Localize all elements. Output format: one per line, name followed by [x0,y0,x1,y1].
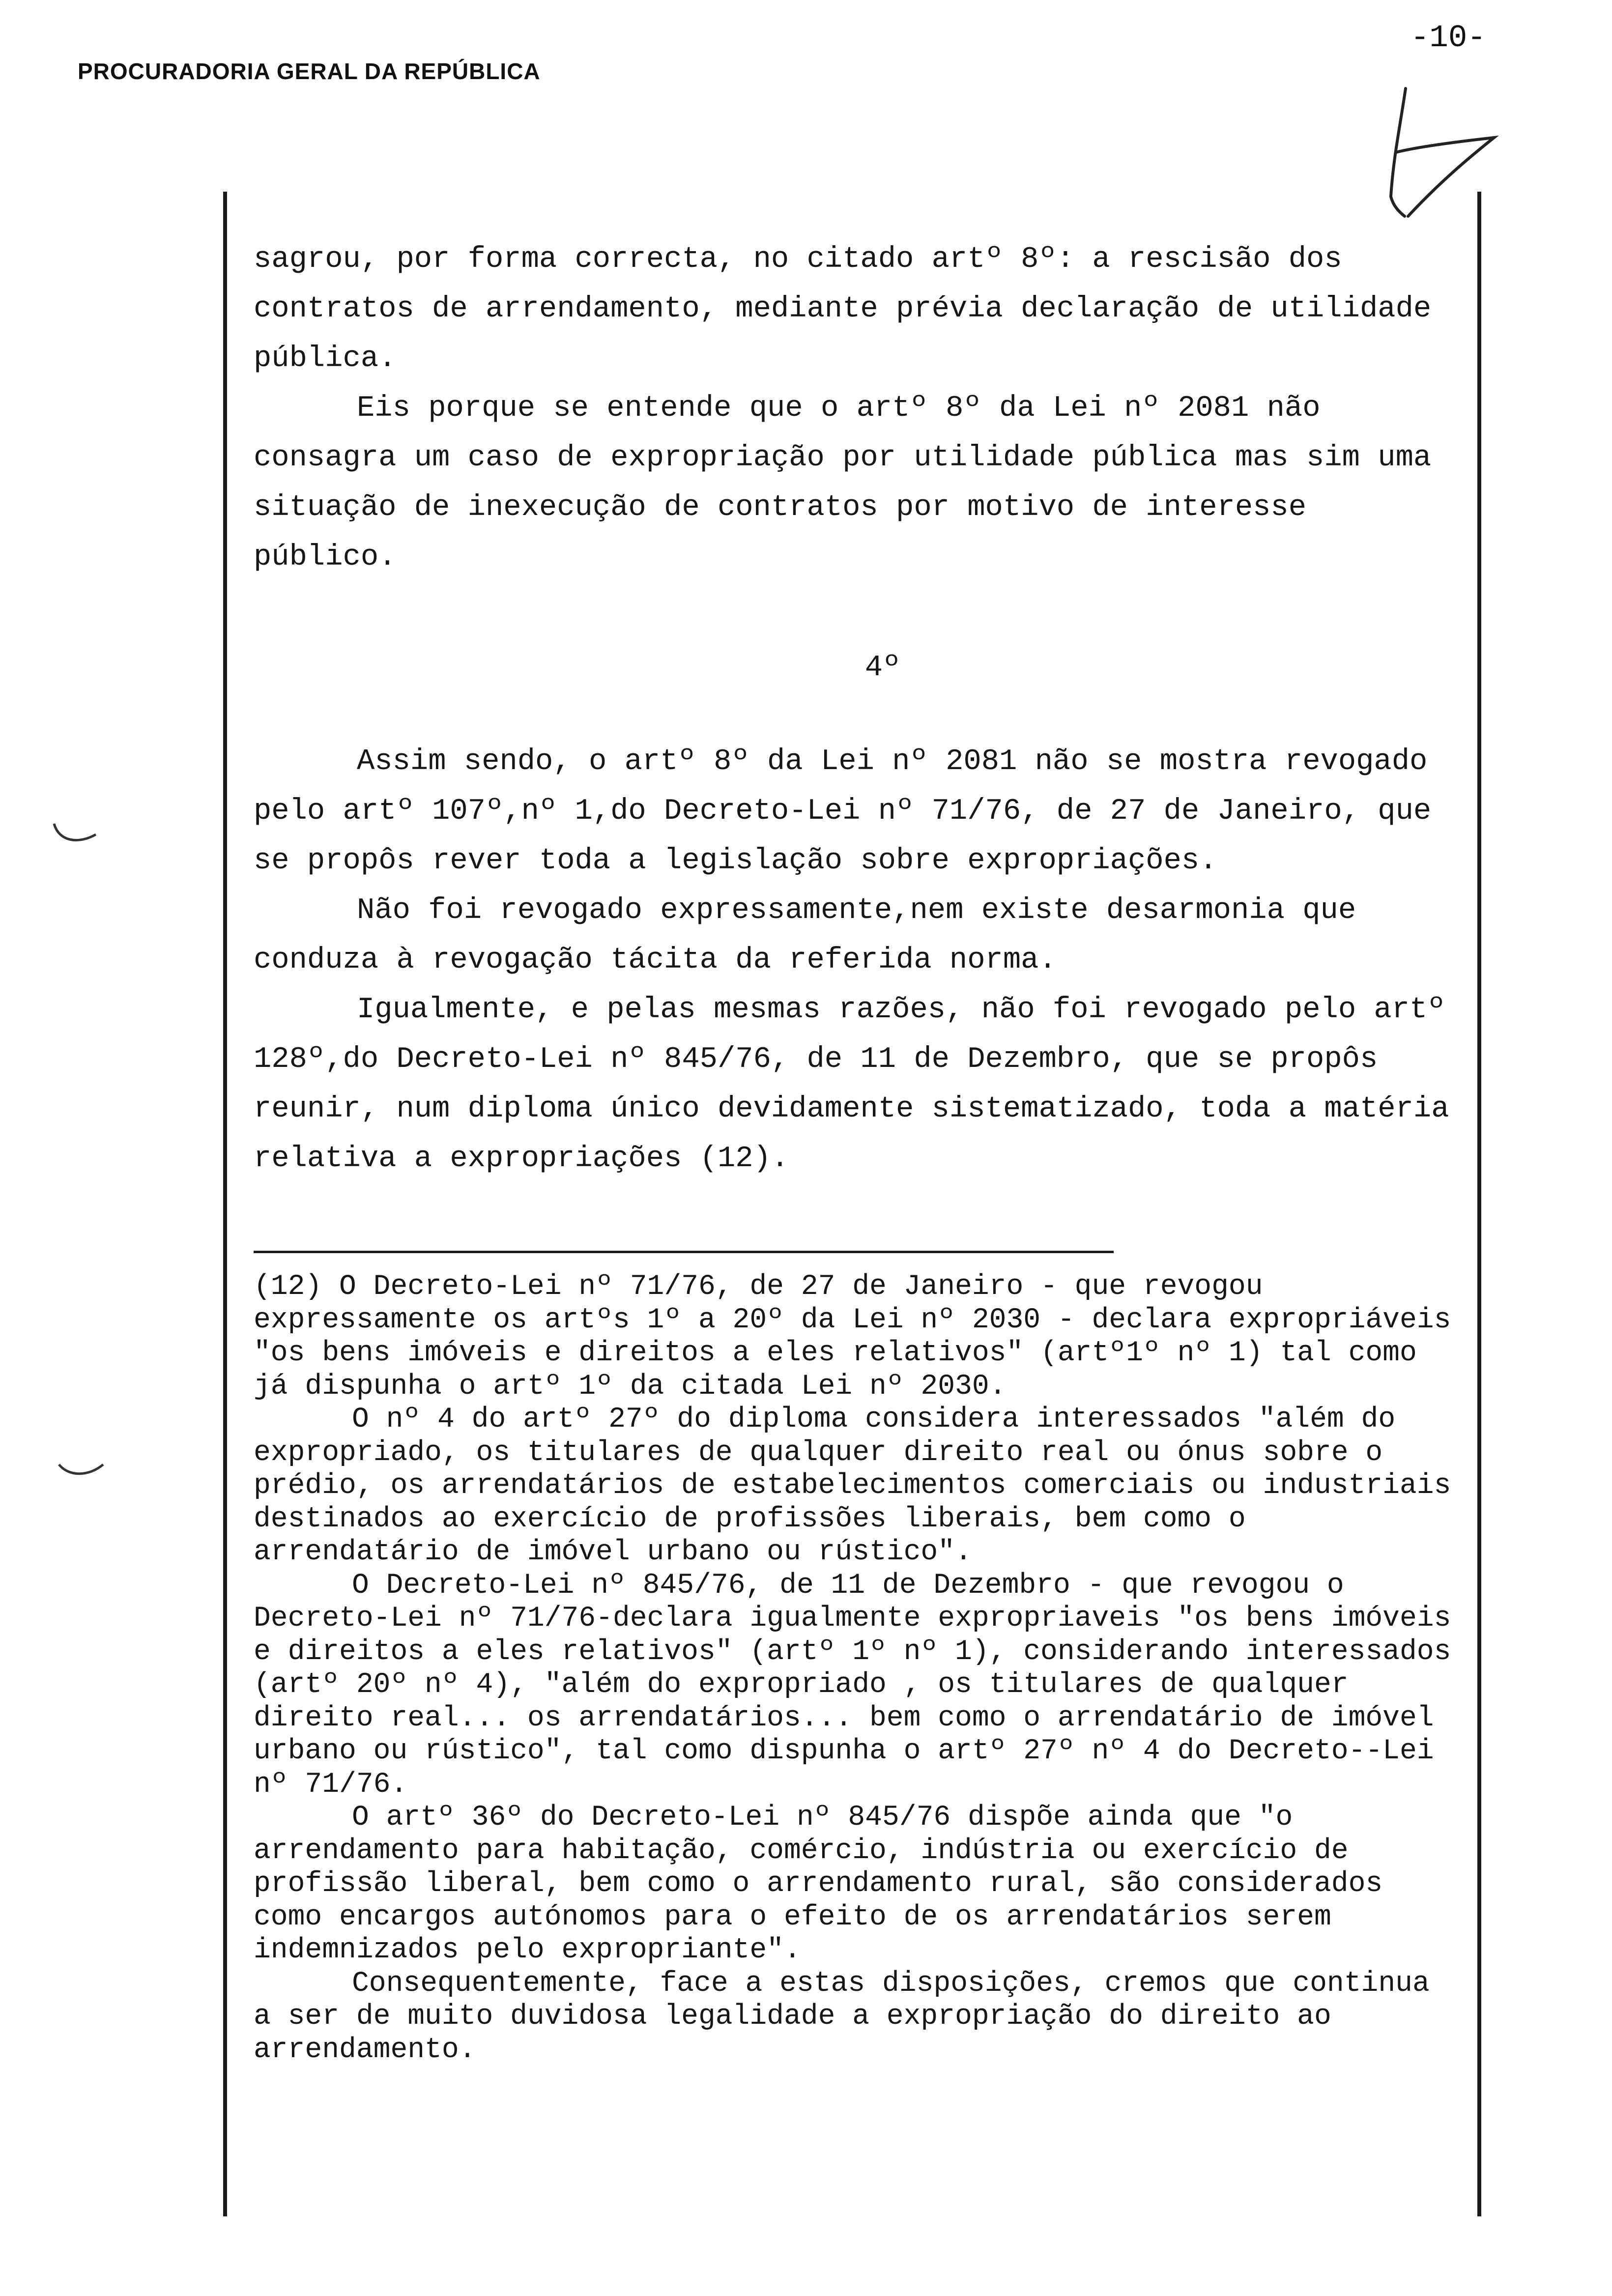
body-paragraph: Não foi revogado expressamente,nem existe desarmonia que conduza à revogação tácita da referida norma. [254,894,1356,977]
footnote-paragraph: Consequentemente, face a estas disposições, cremos que continua a ser de muito duvidosa legalidade a expropriação do direito ao arrendamento. [254,1967,1430,2066]
body-text [254,235,1453,1184]
body-paragraph: sagrou, por forma correcta, no citado artº 8º: a rescisão dos contratos de arrendamento, mediante prévia declaração de utilidade pública. [254,243,1432,375]
margin-punch-mark [54,1455,108,1484]
body-paragraph: Igualmente, e pelas mesmas razões, não foi revogado pelo artº 128º,do Decreto-Lei nº 845/76, de 11 de Dezembro, que se propôs reunir, num diploma único devidamente sistematizado, toda a matéria relativa a expropriações (12). [254,993,1449,1176]
footnote-paragraph: O artº 36º do Decreto-Lei nº 845/76 dispõe ainda que "o arrendamento para habitação, comércio, indústria ou exercício de profissão liberal, bem como o arrendamento rural, são considerados como encargos autónomos para o efeito de os arrendatários serem indemnizados pelo expropriante". [254,1802,1383,1966]
margin-punch-mark [49,820,103,849]
page-number: -10- [1410,21,1486,56]
body-paragraph: Assim sendo, o artº 8º da Lei nº 2081 não se mostra revogado pelo artº 107º,nº 1,do Decreto-Lei nº 71/76, de 27 de Janeiro, que se propôs rever toda a legislação sobre expropriações. [254,745,1432,878]
footnote-separator [254,1251,1114,1253]
footnote-paragraph: (12) O Decreto-Lei nº 71/76, de 27 de Janeiro - que revogou expressamente os artºs 1º a 20º da Lei nº 2030 - declara expropriáveis "os bens imóveis e direitos a eles relativos" (artº1º nº 1) tal como já dispunha o artº 1º da citada Lei nº 2030. [254,1271,1451,1403]
body-paragraph: Eis porque se entende que o artº 8º da Lei nº 2081 não consagra um caso de expropriação por utilidade pública mas sim uma situação de inexecução de contratos por motivo de interesse público. [254,392,1432,574]
right-margin-line [1477,192,1481,2216]
footnote-paragraph: O Decreto-Lei nº 845/76, de 11 de Dezembro - que revogou o Decreto-Lei nº 71/76-declara igualmente expropriaveis "os bens imóveis e direitos a eles relativos" (artº 1º nº 1), considerando interessados (artº 20º nº 4), "além do expropriado , os titulares de qualquer direito real... os arrendatários... bem como o arrendatário de imóvel urbano ou rústico", tal como dispunha o artº 27º nº 4 do Decreto--Lei nº 71/76. [254,1569,1451,1801]
header-organization: PROCURADORIA GERAL DA REPÚBLICA [78,58,541,84]
left-margin-line [223,192,227,2216]
footnote-paragraph: O nº 4 do artº 27º do diploma considera interessados "além do expropriado, os titulares de qualquer direito real ou ónus sobre o prédio, os arrendatários de estabelecimentos comerciais ou industriais destinados ao exercício de profissões liberais, bem como o arrendatário de imóvel urbano ou rústico". [254,1404,1451,1568]
footnote [254,1270,1458,2066]
section-number: 4º [864,651,901,685]
